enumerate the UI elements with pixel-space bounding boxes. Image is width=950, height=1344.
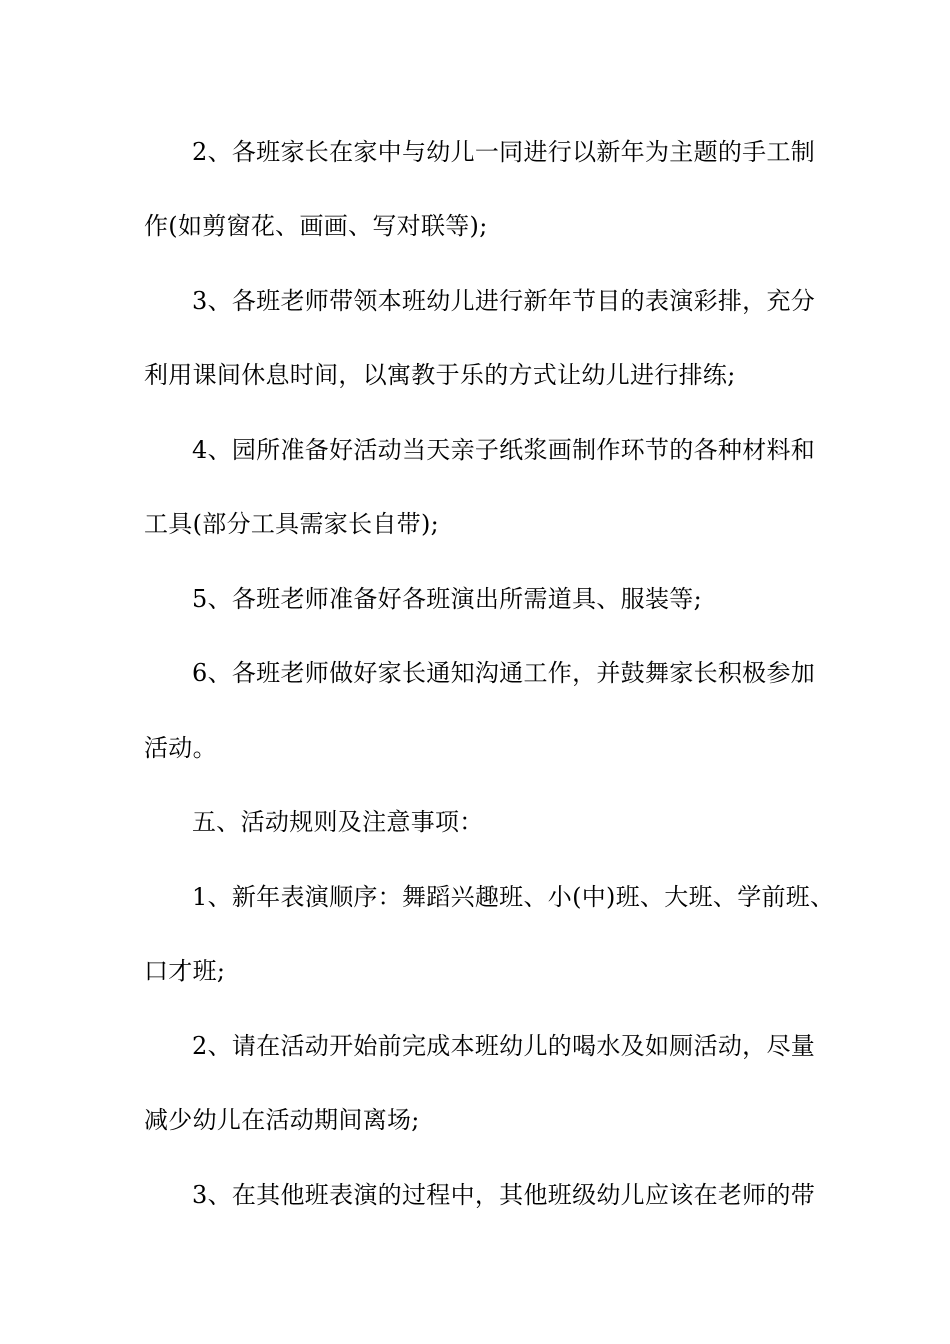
paragraph-3-line-1: 3、各班老师带领本班幼儿进行新年节目的表演彩排，充分 — [192, 287, 816, 315]
paragraph-4-line-1: 4、园所准备好活动当天亲子纸浆画制作环节的各种材料和 — [192, 436, 816, 464]
rule-2-line-1: 2、请在活动开始前完成本班幼儿的喝水及如厕活动，尽量 — [192, 1032, 816, 1060]
rule-1-line-2: 口才班; — [144, 957, 226, 985]
paragraph-2-line-1: 2、各班家长在家中与幼儿一同进行以新年为主题的手工制 — [192, 138, 816, 166]
paragraph-6-line-2: 活动。 — [144, 734, 217, 762]
paragraph-2-line-2: 作(如剪窗花、画画、写对联等); — [144, 212, 488, 240]
rule-2-line-2: 减少幼儿在活动期间离场; — [144, 1106, 420, 1134]
paragraph-6-line-1: 6、各班老师做好家长通知沟通工作，并鼓舞家长积极参加 — [192, 659, 816, 687]
paragraph-5-line-1: 5、各班老师准备好各班演出所需道具、服装等; — [192, 585, 702, 613]
paragraph-4-line-2: 工具(部分工具需家长自带); — [144, 510, 440, 538]
section-heading: 五、活动规则及注意事项： — [192, 808, 484, 836]
rule-1-line-1: 1、新年表演顺序：舞蹈兴趣班、小(中)班、大班、学前班、 — [192, 883, 835, 911]
paragraph-3-line-2: 利用课间休息时间，以寓教于乐的方式让幼儿进行排练; — [144, 361, 736, 389]
rule-3-line-1: 3、在其他班表演的过程中，其他班级幼儿应该在老师的带 — [192, 1181, 816, 1209]
